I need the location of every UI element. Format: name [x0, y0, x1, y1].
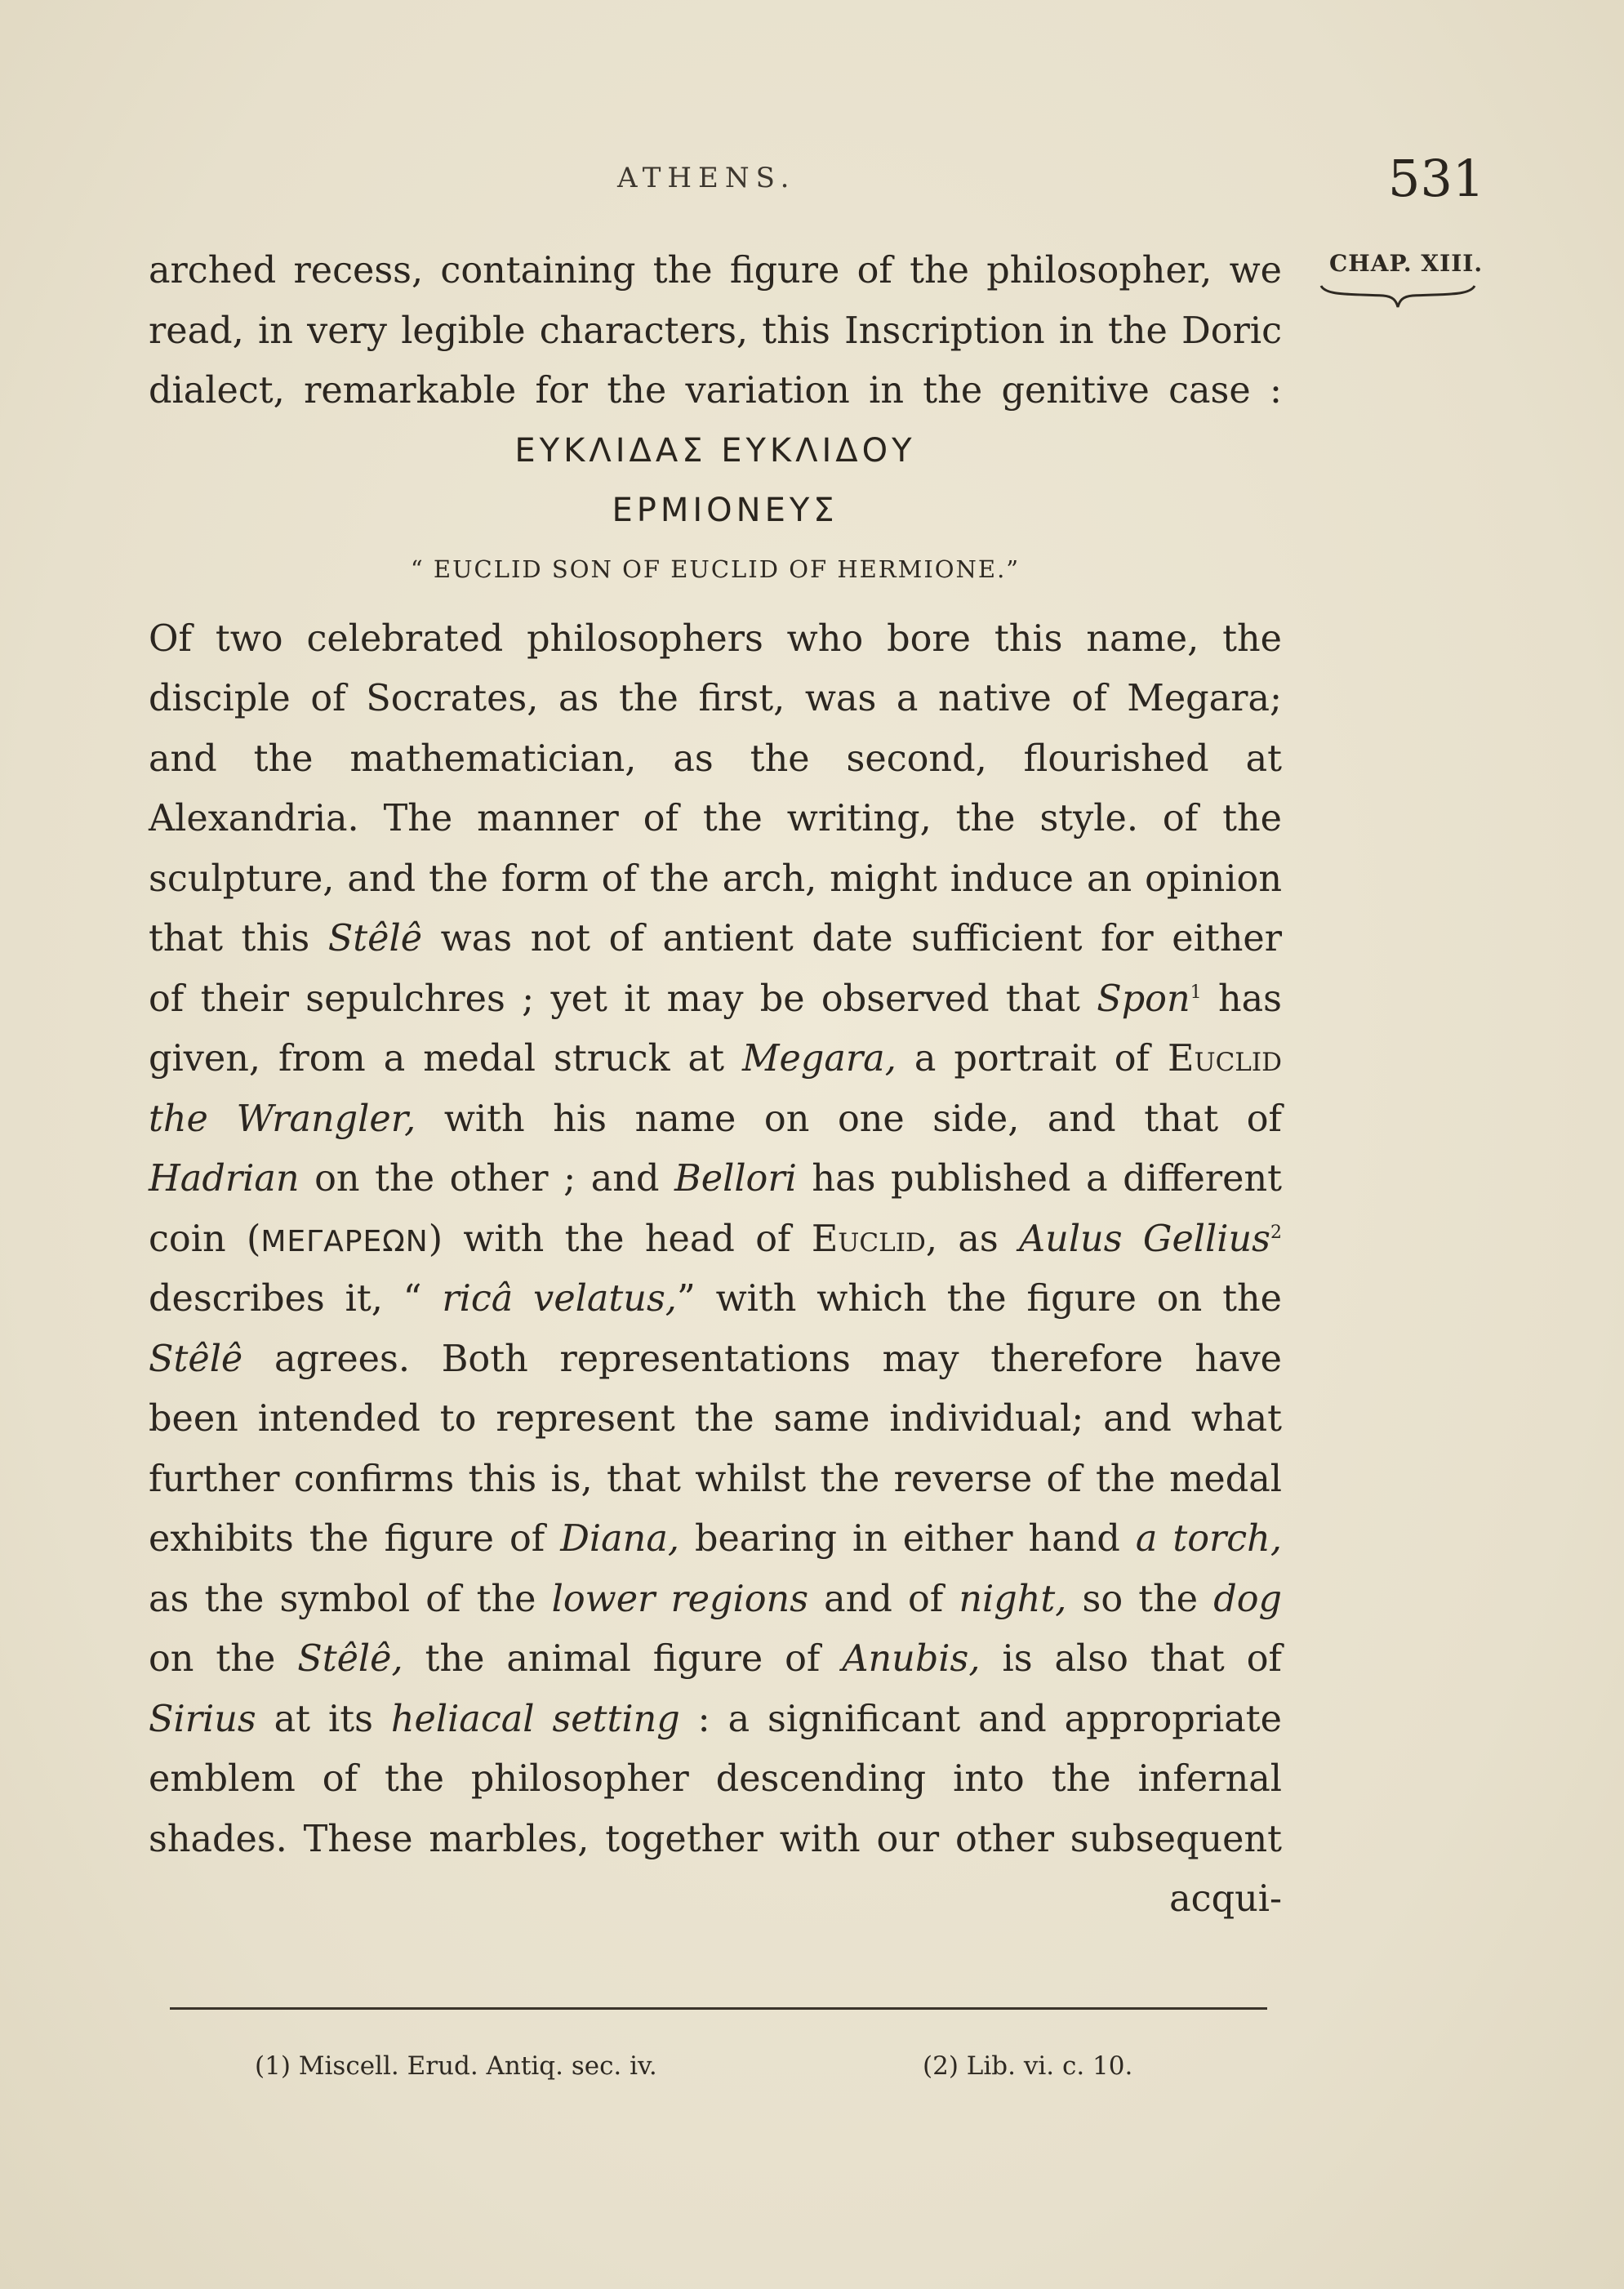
- text-line: that this Stêlê was not of antient date sufficient for either: [149, 918, 1282, 960]
- footnote-ref: 2: [1270, 1222, 1282, 1243]
- text-line: dialect, remarkable for the variation in the genitive case :: [149, 370, 1282, 412]
- text-line: Alexandria. The manner of the writing, the style. of the: [149, 798, 1282, 839]
- margin-brace-icon: [1318, 283, 1478, 310]
- inscription-translation: “ EUCLID SON OF EUCLID OF HERMIONE.”: [410, 554, 1021, 583]
- text-line: further confirms this is, that whilst the reverse of the medal: [149, 1458, 1282, 1500]
- text-line: given, from a medal struck at Megara, a portrait of Euclid: [149, 1038, 1282, 1080]
- page-number: 531: [1388, 149, 1485, 208]
- text-line: Hadrian on the other ; and Bellori has published a different: [149, 1158, 1283, 1200]
- running-head: ATHENS.: [617, 162, 796, 194]
- text-line: describes it, “ ricâ velatus,” with which the figure on the: [149, 1278, 1282, 1320]
- footnote-1: (1) Miscell. Erud. Antiq. sec. iv.: [255, 2051, 657, 2081]
- text-line: arched recess, containing the figure of the philosopher, we: [149, 250, 1282, 292]
- catchword: acqui-: [1169, 1878, 1282, 1920]
- text-line: sculpture, and the form of the arch, might induce an opinion: [149, 857, 1282, 900]
- text-line: emblem of the philosopher descending into the infernal: [149, 1758, 1282, 1800]
- text-line: read, in very legible characters, this Inscription in the Doric: [149, 310, 1282, 352]
- greek-inscription-line-2: ΕΡΜΙΟΝΕΥΣ: [612, 491, 839, 529]
- text-line: the Wrangler, with his name on one side, and that of: [149, 1098, 1282, 1140]
- chapter-margin-note: CHAP. XIII.: [1329, 250, 1484, 277]
- text-line: of their sepulchres ; yet it may be observed that Spon$^1$ has: [149, 978, 1282, 1020]
- text-line: disciple of Socrates, as the first, was a native of Megara;: [149, 678, 1282, 719]
- text-line: Sirius at its heliacal setting : a significant and appropriate: [149, 1698, 1282, 1740]
- footnote-2: (2) Lib. vi. c. 10.: [923, 2051, 1133, 2081]
- text-line: Stêlê agrees. Both representations may therefore have: [149, 1338, 1282, 1380]
- text-line: and the mathematician, as the second, flourished at: [149, 737, 1282, 780]
- greek-inscription-line-1: ΕΥΚΛΙΔΑΣ ΕΥΚΛΙΔΟΥ: [514, 431, 916, 470]
- body-text: [149, 241, 1282, 1930]
- text-line: shades. These marbles, together with our other subsequent: [149, 1818, 1282, 1860]
- text-line: as the symbol of the lower regions and of night, so the dog: [149, 1578, 1282, 1620]
- text-line: coin (ΜΕΓΑΡΕΩΝ) with the head of Euclid, as Aulus Gellius$^2$: [149, 1218, 1282, 1260]
- text-line: been intended to represent the same individual; and what: [149, 1398, 1282, 1440]
- footnote-ref: 1: [1190, 982, 1202, 1003]
- text-line: on the Stêlê, the animal figure of Anubis, is also that of: [149, 1638, 1282, 1680]
- text-line: Of two celebrated philosophers who bore this name, the: [149, 617, 1282, 660]
- text-line: exhibits the figure of Diana, bearing in either hand a torch,: [149, 1518, 1282, 1560]
- footnote-rule: [170, 2007, 1267, 2010]
